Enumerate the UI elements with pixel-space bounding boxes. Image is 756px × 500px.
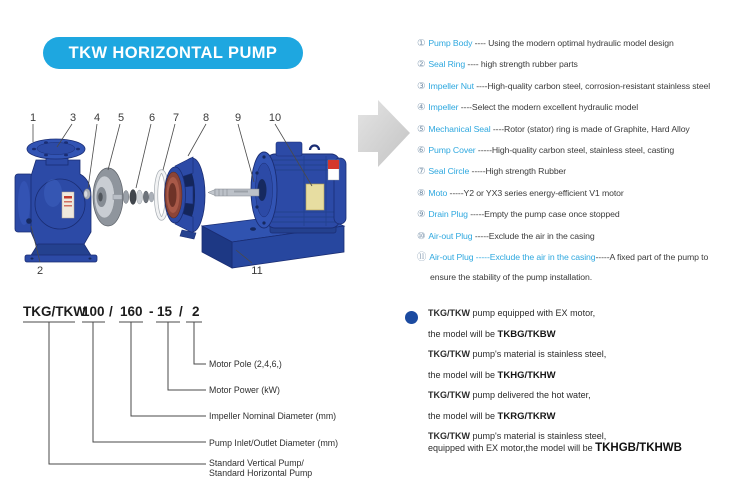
part-number: ⑩: [417, 229, 426, 241]
callout-3: 3: [69, 112, 77, 124]
part-number: ④: [417, 101, 426, 113]
part-name: Impeller: [428, 102, 459, 113]
callout-1: 1: [29, 112, 37, 124]
model-variant-code: TKBG/TKBW: [497, 328, 556, 340]
part-name: Mechanical Seal: [428, 123, 491, 134]
part-desc: -----High-quality carbon steel, stainless steel, casting: [475, 144, 675, 155]
parts-list-item: [417, 101, 756, 113]
note-line: the model will be TKRG/TKRW: [428, 410, 556, 422]
parts-list-item: [417, 80, 756, 92]
part-name: Air-out Plug: [428, 230, 473, 241]
part-number: ⑤: [417, 122, 426, 134]
exploded-pump-diagram: [10, 100, 414, 295]
variant-notes: [402, 307, 756, 463]
parts-list-item: [417, 37, 756, 49]
part-number: ⑧: [417, 186, 426, 198]
part-number: ③: [417, 79, 426, 91]
part-desc: ----Select the modern excellent hydraulic model: [458, 102, 639, 113]
breakdown-lines: [23, 322, 206, 464]
part-number: ⑨: [417, 208, 426, 220]
callout-7: 7: [172, 112, 180, 124]
model-code: TKG/TKW 100 / 160 - 15 / 2: [23, 304, 200, 319]
parts-list-item: [417, 208, 756, 220]
model-code-breakdown: [14, 296, 354, 496]
label-impeller-diameter: Impeller Nominal Diameter (mm): [209, 411, 337, 421]
note-line: TKG/TKW pump's material is stainless steel,: [428, 349, 607, 359]
label-motor-pole: Motor Pole (2,4,6,): [209, 359, 282, 369]
callout-9: 9: [234, 112, 242, 124]
part-name: Moto: [428, 187, 448, 198]
model-variant-code: TKHG/TKHW: [497, 369, 556, 381]
pump-cover: [165, 157, 206, 239]
note-line: TKG/TKW pump delivered the hot water,: [428, 390, 591, 400]
model-variant-code: TKHGB/TKHWB: [595, 442, 682, 454]
label-motor-power: Motor Power (kW): [209, 385, 280, 395]
label-standard-pump-1: Standard Vertical Pump/: [209, 458, 304, 468]
callout-11: 11: [251, 265, 263, 277]
motor-nameplate: [306, 184, 324, 210]
part-number: ①: [417, 37, 426, 48]
part-desc: ----High-quality carbon steel, corrosion-resistant stainless steel: [473, 80, 711, 91]
arrow-right-icon: [358, 100, 410, 167]
label-inlet-outlet: Pump Inlet/Outlet Diameter (mm): [209, 438, 339, 448]
part-desc: -----High strength Rubber: [469, 166, 567, 177]
part-name: Air-out Plug -----Exclude the air in the casing: [429, 251, 596, 262]
part-name: Drain Plug: [428, 209, 468, 220]
callout-10: 10: [268, 112, 282, 124]
part-desc: ---- high strength rubber parts: [465, 59, 578, 70]
motor-shaft: [208, 189, 259, 196]
parts-list-item: [417, 58, 756, 70]
note-line: equipped with EX motor,the model will be TKHGB/TKHWB: [428, 442, 682, 454]
note-line: TKG/TKW pump equipped with EX motor,: [428, 308, 596, 318]
model-variant-code: TKRG/TKRW: [497, 410, 556, 422]
part-name: Pump Body: [428, 38, 473, 48]
drain-plug: [26, 218, 32, 224]
note-line: the model will be TKHG/TKHW: [428, 369, 556, 381]
part-number: ⑦: [417, 165, 426, 177]
parts-list-item: [417, 230, 756, 242]
callout-6: 6: [148, 112, 156, 124]
breakdown-labels: [209, 359, 338, 478]
callout-4: 4: [93, 112, 101, 124]
pump-body: [15, 139, 97, 262]
part-desc: ---- Using the modern optimal hydraulic model design: [472, 38, 674, 48]
parts-list-item: [417, 165, 756, 177]
callout-5: 5: [117, 112, 125, 124]
part-name: Pump Cover: [428, 144, 476, 155]
parts-list-item: [417, 144, 756, 156]
part-desc: -----Empty the pump case once stopped: [467, 209, 620, 220]
part-number: ⑥: [417, 143, 426, 155]
part-desc: -----Exclude the air in the casing: [472, 230, 595, 241]
part-name: Seal Ring: [428, 59, 466, 70]
part-name: Seal Circle: [428, 166, 470, 177]
part-name: Impeller Nut: [428, 80, 474, 91]
parts-list-item: [417, 123, 756, 135]
part-number: ⑪: [417, 250, 427, 262]
note-line: TKG/TKW pump's material is stainless steel,: [428, 431, 607, 441]
parts-list: [417, 37, 756, 283]
title-banner: [43, 37, 303, 69]
callout-8: 8: [202, 112, 210, 124]
note-line: the model will be TKBG/TKBW: [428, 328, 556, 340]
part-desc-continued: ensure the stability of the pump installation.: [430, 272, 593, 283]
part-number: ②: [417, 58, 426, 70]
parts-list-item: [417, 187, 756, 199]
page-title: TKW HORIZONTAL PUMP: [68, 43, 278, 62]
motor: [208, 142, 346, 233]
impeller-nut: [84, 189, 91, 199]
parts-list-item: [417, 251, 756, 263]
callout-2: 2: [36, 265, 44, 277]
bullet-icon: [405, 311, 418, 324]
part-desc: -----A fixed part of the pump to: [595, 251, 709, 262]
label-standard-pump-2: Standard Horizontal Pump: [209, 468, 313, 478]
part-desc: -----Y2 or YX3 series energy-efficient V1 motor: [447, 187, 624, 198]
part-desc: ----Rotor (stator) ring is made of Graphite, Hard Alloy: [490, 123, 690, 134]
